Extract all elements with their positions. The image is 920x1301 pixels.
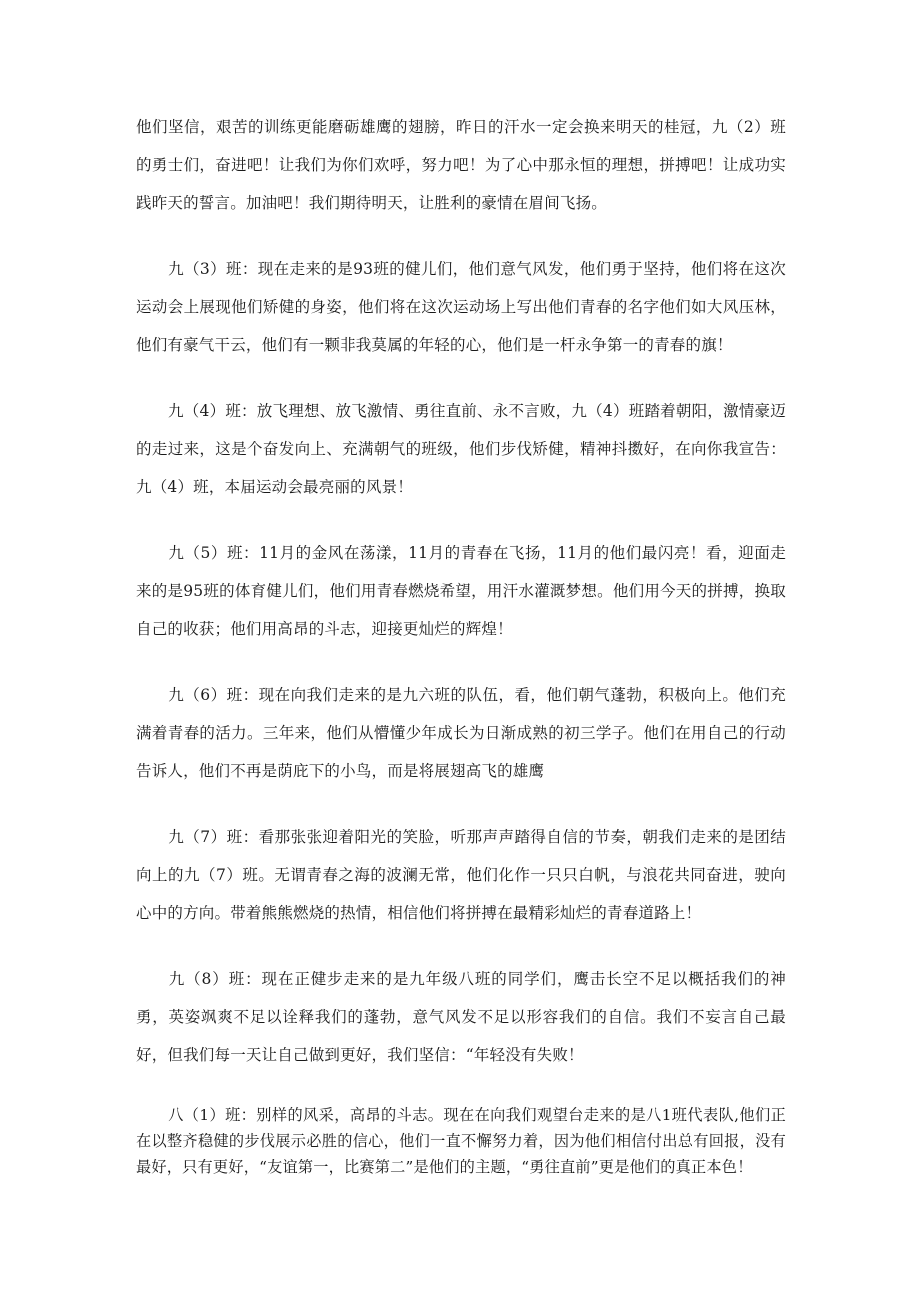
paragraph-text: 九（8）班：现在正健步走来的是九年级八班的同学们，鹰击长空不足以概括我们的神勇，英姿飒爽不足以诠释我们的蓬勃，意气风发不足以形容我们的自信。我们不妄言自己最好，但我们每一天让自己做到更好，我们坚信：“年轻没有失败！ — [136, 970, 786, 1064]
paragraph-class-9-8 — [136, 960, 786, 1074]
paragraph-text: 他们坚信，艰苦的训练更能磨砺雄鹰的翅膀，昨日的汗水一定会换来明天的桂冠，九（2）班的勇士们，奋进吧！让我们为你们欢呼，努力吧！为了心中那永恒的理想，拼搏吧！让成功实践昨天的誓言。加油吧！我们期待明天，让胜利的豪情在眉间飞扬。 — [136, 118, 786, 212]
paragraph-class-9-5 — [136, 534, 786, 648]
paragraph-class-9-4 — [136, 392, 786, 506]
paragraph-class-9-3 — [136, 250, 786, 364]
paragraph-class-9-6 — [136, 676, 786, 790]
paragraph-text: 九（5）班：11月的金风在荡漾，11月的青春在飞扬，11月的他们最闪亮！看，迎面走来的是95班的体育健儿们，他们用青春燃烧希望，用汗水灌溉梦想。他们用今天的拼搏，换取自己的收获；他们用高昂的斗志，迎接更灿烂的辉煌！ — [136, 544, 786, 638]
paragraph-class-9-2-ending — [136, 108, 786, 222]
paragraph-text: 九（3）班：现在走来的是93班的健儿们，他们意气风发，他们勇于坚持，他们将在这次运动会上展现他们矫健的身姿，他们将在这次运动场上写出他们青春的名字他们如大风压林，他们有豪气干云，他们有一颗非我莫属的年轻的心，他们是一杆永争第一的青春的旗！ — [136, 260, 786, 354]
paragraph-text: 九（4）班：放飞理想、放飞激情、勇往直前、永不言败，九（4）班踏着朝阳，激情豪迈的走过来，这是个奋发向上、充满朝气的班级，他们步伐矫健，精神抖擞好，在向你我宣告：九（4）班，本届运动会最亮丽的风景！ — [136, 402, 786, 496]
paragraph-text: 九（6）班：现在向我们走来的是九六班的队伍，看，他们朝气蓬勃，积极向上。他们充满着青春的活力。三年来，他们从懵懂少年成长为日渐成熟的初三学子。他们在用自己的行动告诉人，他们不再是荫庇下的小鸟，而是将展翅高飞的雄鹰 — [136, 686, 786, 780]
paragraph-class-8-1 — [136, 1102, 786, 1180]
paragraph-text: 九（7）班：看那张张迎着阳光的笑脸，听那声声踏得自信的节奏，朝我们走来的是团结向上的九（7）班。无谓青春之海的波澜无常，他们化作一只只白帆，与浪花共同奋进，驶向心中的方向。带着熊熊燃烧的热情，相信他们将拼搏在最精彩灿烂的青春道路上！ — [136, 828, 786, 922]
paragraph-class-9-7 — [136, 818, 786, 932]
paragraph-text: 八（1）班：别样的风采，高昂的斗志。现在在向我们观望台走来的是八1班代表队,他们正在以整齐稳健的步伐展示必胜的信心，他们一直不懈努力着，因为他们相信付出总有回报，没有最好，只有更好，“友谊第一，比赛第二”是他们的主题，“勇往直前”更是他们的真正本色！ — [136, 1106, 786, 1176]
